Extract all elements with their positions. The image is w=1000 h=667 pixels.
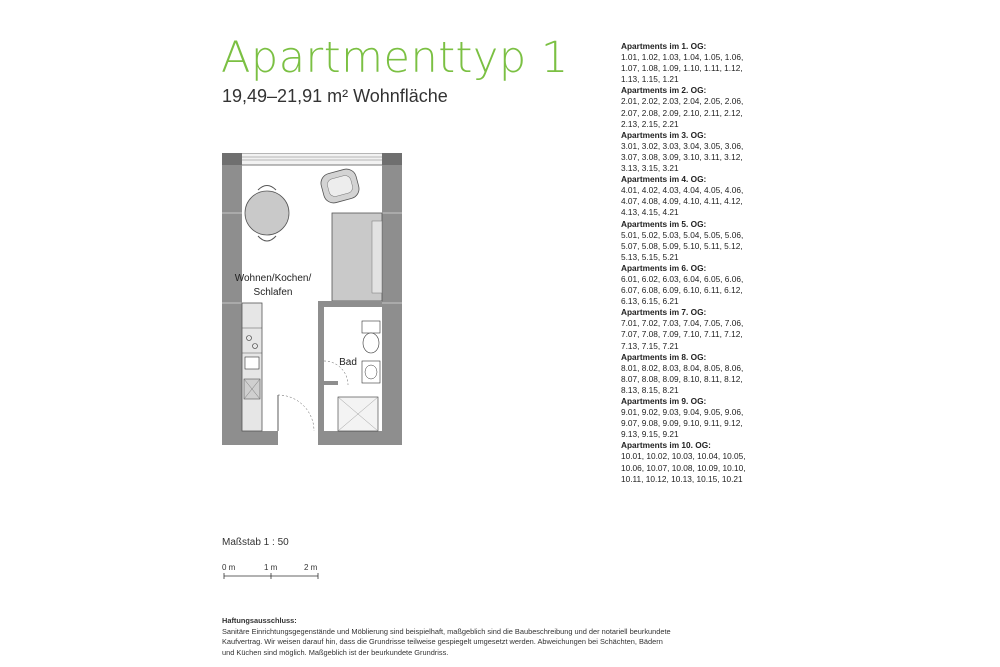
floor-heading: Apartments im 1. OG:: [621, 41, 707, 51]
disclaimer-heading: Haftungsausschluss:: [222, 616, 297, 625]
disclaimer: [222, 616, 762, 658]
room-label-main-1: Wohnen/Kochen/: [234, 273, 312, 284]
floor-units-line: 3.13, 3.15, 3.21: [621, 163, 679, 174]
floor-units-line: 7.07, 7.08, 7.09, 7.10, 7.11, 7.12,: [621, 329, 743, 340]
floor-units-line: 10.01, 10.02, 10.03, 10.04, 10.05,: [621, 451, 746, 462]
floor-heading: Apartments im 4. OG:: [621, 174, 707, 185]
floor-heading: Apartments im 2. OG:: [621, 85, 707, 96]
floor-units-line: 6.13, 6.15, 6.21: [621, 296, 679, 307]
floor-units-line: 1.07, 1.08, 1.09, 1.10, 1.11, 1.12,: [621, 63, 743, 74]
floor-units-line: 10.11, 10.12, 10.13, 10.15, 10.21: [621, 473, 743, 484]
floor-units-line: 2.01, 2.02, 2.03, 2.04, 2.05, 2.06,: [621, 96, 744, 107]
floor-heading: Apartments im 9. OG:: [621, 396, 707, 406]
floor-units-line: 3.07, 3.08, 3.09, 3.10, 3.11, 3.12,: [621, 151, 743, 162]
scale-bar: [222, 561, 332, 583]
floor-units-line: 5.07, 5.08, 5.09, 5.10, 5.11, 5.12,: [621, 240, 743, 251]
living-area-subtitle: 19,49–21,91 m² Wohnfläche: [222, 86, 448, 106]
floor-heading: Apartments im 3. OG:: [621, 129, 707, 140]
floor-units-line: 9.01, 9.02, 9.03, 9.04, 9.05, 9.06,: [621, 407, 744, 418]
scale-tick-0: 0 m: [222, 563, 236, 572]
floor-units-line: 2.07, 2.08, 2.09, 2.10, 2.11, 2.12,: [621, 107, 743, 118]
disclaimer-line-3: und Küchen sind möglich. Maßgeblich ist der beurkundete Grundriss.: [222, 647, 449, 657]
floor-units-line: 8.01, 8.02, 8.03, 8.04, 8.05, 8.06,: [621, 362, 744, 373]
floor-units-line: 4.13, 4.15, 4.21: [621, 207, 679, 218]
scale-tick-1: 1 m: [264, 563, 278, 572]
floor-units-line: 8.07, 8.08, 8.09, 8.10, 8.11, 8.12,: [621, 373, 743, 384]
floor-units-line: 6.01, 6.02, 6.03, 6.04, 6.05, 6.06,: [621, 273, 744, 284]
floor-units-line: 9.07, 9.08, 9.09, 9.10, 9.11, 9.12,: [621, 418, 743, 429]
disclaimer-line-1: Sanitäre Einrichtungsgegenstände und Möblierung sind beispielhaft, maßgeblich sind die Baubeschreibung und der notariell beurkundete: [222, 626, 671, 636]
apartment-list: [621, 41, 771, 485]
room-label-bath: Bad: [339, 357, 357, 368]
scale-label: Maßstab 1 : 50: [222, 537, 289, 548]
floor-plan: [222, 153, 402, 445]
floor-units-line: 9.13, 9.15, 9.21: [621, 429, 679, 440]
floor-units-line: 4.01, 4.02, 4.03, 4.04, 4.05, 4.06,: [621, 185, 744, 196]
floor-heading: Apartments im 7. OG:: [621, 307, 707, 318]
floor-units-line: 1.13, 1.15, 1.21: [621, 74, 679, 85]
page-title: Apartmenttyp 1: [221, 33, 569, 83]
floor-units-line: 8.13, 8.15, 8.21: [621, 384, 679, 395]
floor-heading: Apartments im 8. OG:: [621, 351, 707, 362]
floor-units-line: 1.01, 1.02, 1.03, 1.04, 1.05, 1.06,: [621, 52, 744, 63]
disclaimer-line-2: Kaufvertrag. Wir weisen darauf hin, dass die Grundrisse teilweise gespiegelt umgesetzt werden. Abweichungen bei Schächten, Bädern: [222, 637, 663, 647]
floor-heading: Apartments im 5. OG:: [621, 218, 707, 229]
floor-units-line: 7.13, 7.15, 7.21: [621, 340, 679, 351]
floor-units-line: 6.07, 6.08, 6.09, 6.10, 6.11, 6.12,: [621, 285, 743, 296]
floor-units-line: 10.06, 10.07, 10.08, 10.09, 10.10,: [621, 462, 746, 473]
floor-units-line: 5.01, 5.02, 5.03, 5.04, 5.05, 5.06,: [621, 229, 744, 240]
scale-tick-2: 2 m: [304, 563, 318, 572]
floor-units-line: 2.13, 2.15, 2.21: [621, 118, 679, 129]
floor-units-line: 7.01, 7.02, 7.03, 7.04, 7.05, 7.06,: [621, 318, 744, 329]
floor-units-line: 3.01, 3.02, 3.03, 3.04, 3.05, 3.06,: [621, 140, 744, 151]
floor-units-line: 5.13, 5.15, 5.21: [621, 251, 679, 262]
room-label-main-2: Schlafen: [253, 287, 293, 298]
floor-heading: Apartments im 6. OG:: [621, 262, 707, 273]
floor-heading: Apartments im 10. OG:: [621, 440, 711, 451]
floor-units-line: 4.07, 4.08, 4.09, 4.10, 4.11, 4.12,: [621, 196, 743, 207]
